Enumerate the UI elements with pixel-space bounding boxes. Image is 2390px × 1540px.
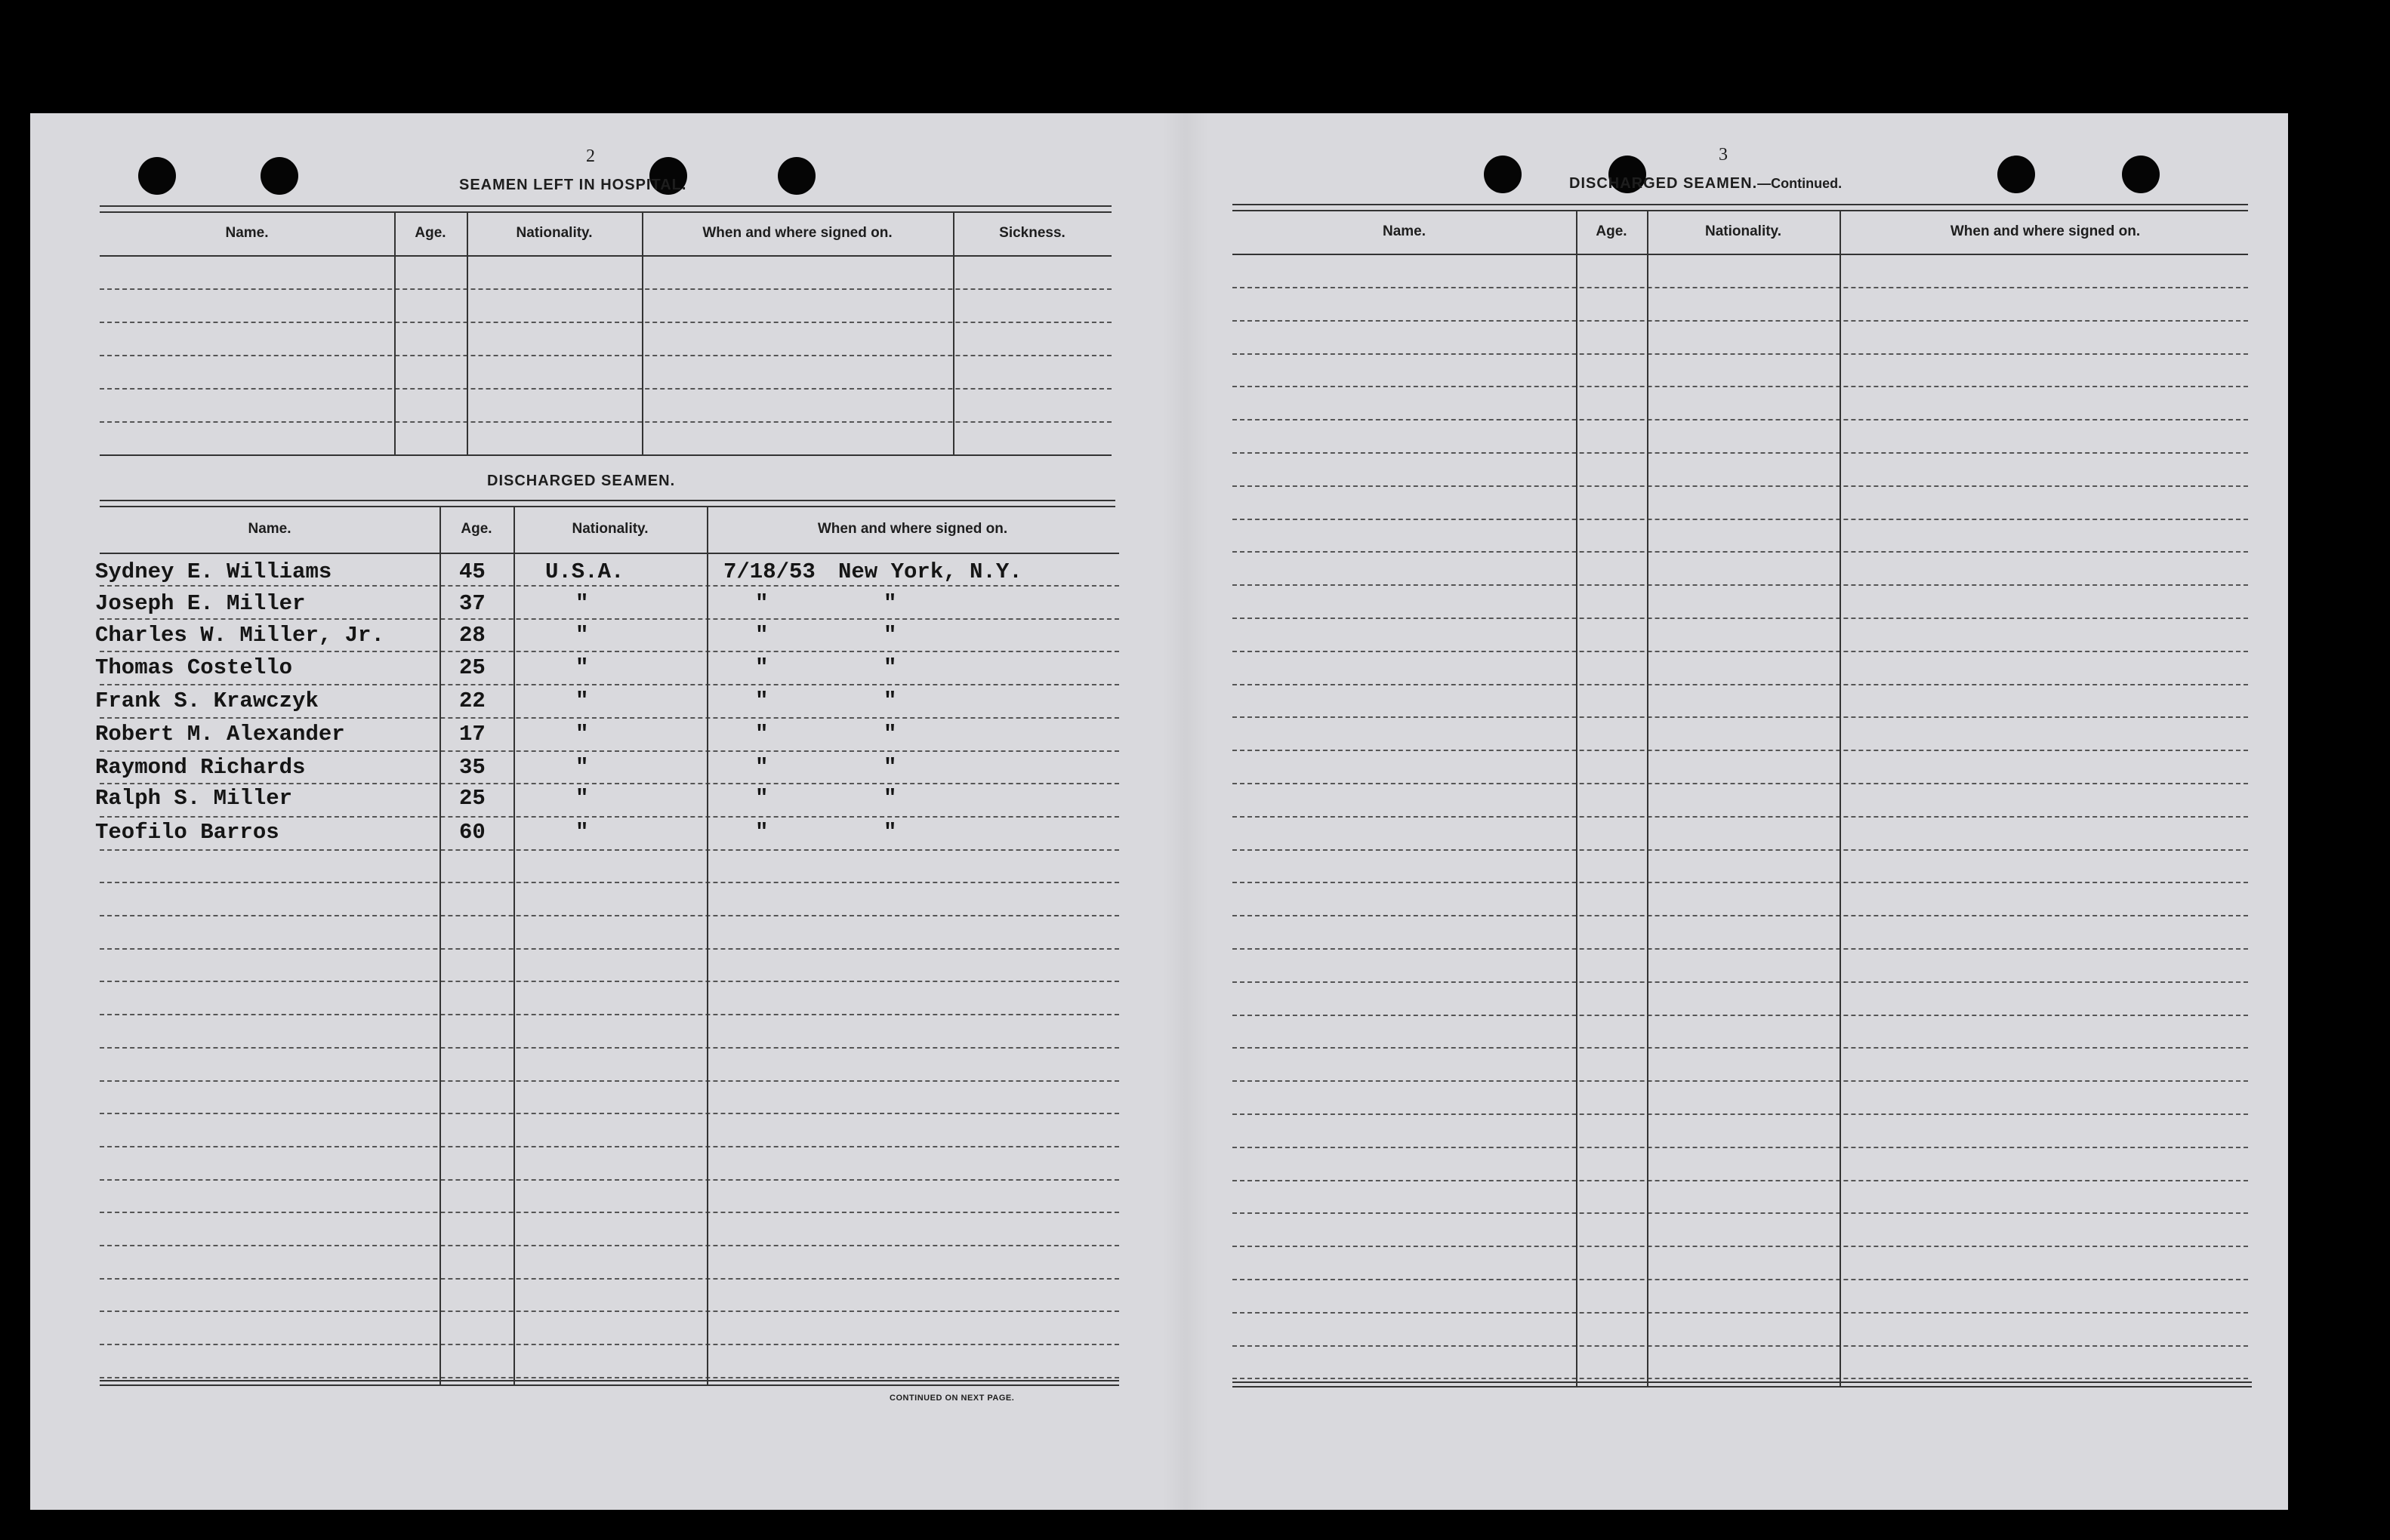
punch-hole: [261, 157, 298, 195]
ditto-mark: ": [575, 755, 589, 780]
ruled-line: [1232, 551, 2248, 553]
column-rule: [439, 506, 441, 1384]
column-rule: [707, 506, 708, 1384]
ruled-line: [100, 388, 1112, 390]
rule: [1232, 210, 2248, 211]
ruled-line: [100, 1245, 1119, 1246]
ruled-line: [1232, 353, 2248, 355]
discharged-continued-title: [1569, 175, 1842, 192]
rule: [100, 1380, 1119, 1381]
discharged-section-title: DISCHARGED SEAMEN.: [487, 473, 676, 489]
ruled-line: [100, 849, 1119, 851]
rule: [1232, 1381, 2252, 1383]
seaman-age: 17: [459, 722, 486, 747]
ruled-line: [100, 585, 1119, 587]
ruled-line: [1232, 1047, 2248, 1049]
ditto-mark: ": [884, 623, 897, 648]
manifest-sheet: [30, 113, 2288, 1510]
ruled-line: [1232, 1312, 2248, 1314]
ruled-line: [100, 1047, 1119, 1049]
punch-hole: [2122, 156, 2160, 193]
ditto-mark: ": [575, 623, 589, 648]
ruled-line: [1232, 1113, 2248, 1115]
seaman-name: Frank S. Krawczyk: [95, 688, 319, 713]
seaman-age: 25: [459, 655, 486, 680]
seaman-age: 28: [459, 623, 486, 648]
seaman-name: Robert M. Alexander: [95, 722, 345, 747]
rule: [100, 500, 1115, 501]
column-rule: [953, 211, 954, 454]
ditto-mark: ": [575, 655, 589, 680]
seaman-name: Teofilo Barros: [95, 820, 279, 845]
ruled-line: [100, 1113, 1119, 1114]
ditto-mark: ": [884, 786, 897, 811]
column-rule: [642, 211, 643, 454]
seaman-age: 45: [459, 559, 486, 584]
ruled-line: [1232, 948, 2248, 950]
seaman-age: 22: [459, 688, 486, 713]
ruled-line: [1232, 684, 2248, 685]
page-fold: [1163, 113, 1208, 1510]
hospital-section-title: SEAMEN LEFT IN HOSPITAL.: [459, 177, 687, 193]
ruled-line: [100, 981, 1119, 982]
rule: [1232, 1386, 2252, 1388]
continued-col-name: Name.: [1382, 223, 1426, 239]
seaman-name: Charles W. Miller, Jr.: [95, 623, 384, 648]
ditto-mark: ": [755, 755, 769, 780]
ruled-line: [1232, 1015, 2248, 1016]
continued-note: CONTINUED ON NEXT PAGE.: [890, 1394, 1015, 1403]
rule: [1232, 254, 2248, 255]
ruled-line: [1232, 1180, 2248, 1181]
seaman-name: Joseph E. Miller: [95, 591, 306, 616]
hospital-col-signed-on: When and where signed on.: [702, 225, 893, 241]
discharged-col-nationality: Nationality.: [572, 521, 649, 537]
ruled-line: [1232, 816, 2248, 818]
rule: [100, 506, 1115, 507]
ditto-mark: ": [575, 688, 589, 713]
ruled-line: [100, 322, 1112, 323]
ruled-line: [100, 1080, 1119, 1082]
ditto-mark: ": [884, 755, 897, 780]
ditto-mark: ": [884, 591, 897, 616]
ditto-mark: ": [755, 591, 769, 616]
ruled-line: [100, 651, 1119, 652]
ruled-line: [100, 1212, 1119, 1213]
ditto-mark: ": [575, 820, 589, 845]
ruled-line: [100, 717, 1119, 719]
ruled-line: [100, 882, 1119, 883]
ruled-line: [1232, 452, 2248, 454]
title-text: DISCHARGED SEAMEN.: [1569, 175, 1758, 192]
ruled-line: [1232, 485, 2248, 487]
ruled-line: [1232, 981, 2248, 983]
ruled-line: [1232, 386, 2248, 387]
ruled-line: [100, 1377, 1119, 1378]
ruled-line: [100, 355, 1112, 356]
hospital-col-sickness: Sickness.: [999, 225, 1065, 241]
ditto-mark: ": [575, 786, 589, 811]
ruled-line: [1232, 1378, 2248, 1379]
page-number: 2: [586, 146, 595, 166]
ditto-mark: ": [884, 655, 897, 680]
ditto-mark: ": [755, 623, 769, 648]
continued-col-signed-on: When and where signed on.: [1950, 223, 2141, 239]
column-rule: [1576, 210, 1577, 1386]
ruled-line: [1232, 320, 2248, 322]
seaman-name: Sydney E. Williams: [95, 559, 332, 584]
punch-hole: [1997, 156, 2035, 193]
seaman-name: Thomas Costello: [95, 655, 293, 680]
ruled-line: [100, 783, 1119, 784]
ruled-line: [1232, 783, 2248, 784]
rule: [100, 205, 1112, 207]
ditto-mark: ": [755, 655, 769, 680]
ditto-mark: ": [755, 820, 769, 845]
ruled-line: [1232, 1147, 2248, 1148]
title-suffix: —Continued.: [1757, 176, 1843, 191]
ruled-line: [1232, 750, 2248, 751]
continued-col-age: Age.: [1596, 223, 1627, 239]
page-number: 3: [1719, 145, 1728, 165]
ruled-line: [100, 1344, 1119, 1345]
ditto-mark: ": [755, 688, 769, 713]
seaman-age: 37: [459, 591, 486, 616]
column-rule: [513, 506, 515, 1384]
ruled-line: [100, 421, 1112, 423]
ruled-line: [100, 915, 1119, 916]
rule: [100, 211, 1112, 213]
ditto-mark: ": [884, 688, 897, 713]
ruled-line: [1232, 915, 2248, 916]
column-rule: [1840, 210, 1841, 1386]
ditto-mark: ": [575, 722, 589, 747]
ruled-line: [1232, 1212, 2248, 1214]
seaman-age: 60: [459, 820, 486, 845]
ruled-line: [100, 750, 1119, 752]
ditto-mark: ": [884, 722, 897, 747]
ruled-line: [100, 948, 1119, 950]
ditto-mark: ": [755, 786, 769, 811]
ruled-line: [1232, 1080, 2248, 1082]
discharged-col-name: Name.: [248, 521, 291, 537]
column-rule: [394, 211, 396, 454]
ruled-line: [1232, 1246, 2248, 1247]
hospital-col-name: Name.: [225, 225, 269, 241]
punch-hole: [1484, 156, 1522, 193]
ruled-line: [100, 684, 1119, 685]
ditto-mark: ": [755, 722, 769, 747]
discharged-col-age: Age.: [461, 521, 492, 537]
rule: [100, 553, 1119, 554]
signed-on-date: 7/18/53: [723, 559, 816, 584]
ruled-line: [1232, 419, 2248, 420]
ruled-line: [100, 816, 1119, 818]
ditto-mark: ": [575, 591, 589, 616]
ruled-line: [1232, 849, 2248, 851]
rule: [100, 1384, 1119, 1386]
signed-on-place: New York, N.Y.: [838, 559, 1022, 584]
seaman-age: 25: [459, 786, 486, 811]
ruled-line: [100, 1179, 1119, 1181]
hospital-col-nationality: Nationality.: [516, 225, 593, 241]
hospital-col-age: Age.: [415, 225, 446, 241]
rule: [100, 454, 1112, 456]
ruled-line: [100, 618, 1119, 620]
seaman-nationality: U.S.A.: [545, 559, 624, 584]
rule: [1232, 204, 2248, 205]
ruled-line: [1232, 651, 2248, 652]
ruled-line: [100, 288, 1112, 290]
ruled-line: [1232, 1345, 2248, 1347]
ruled-line: [1232, 618, 2248, 619]
ditto-mark: ": [884, 820, 897, 845]
column-rule: [1647, 210, 1648, 1386]
column-rule: [467, 211, 468, 454]
seaman-age: 35: [459, 755, 486, 780]
ruled-line: [1232, 584, 2248, 586]
ruled-line: [1232, 519, 2248, 520]
punch-hole: [138, 157, 176, 195]
ruled-line: [100, 1278, 1119, 1280]
discharged-col-signed-on: When and where signed on.: [817, 521, 1008, 537]
continued-col-nationality: Nationality.: [1705, 223, 1781, 239]
seaman-name: Ralph S. Miller: [95, 786, 293, 811]
ruled-line: [100, 1014, 1119, 1015]
ruled-line: [1232, 716, 2248, 718]
rule: [100, 255, 1112, 257]
punch-hole: [778, 157, 816, 195]
ruled-line: [100, 1311, 1119, 1312]
ruled-line: [100, 1146, 1119, 1147]
ruled-line: [1232, 882, 2248, 883]
ruled-line: [1232, 287, 2248, 288]
seaman-name: Raymond Richards: [95, 755, 306, 780]
ruled-line: [1232, 1279, 2248, 1280]
